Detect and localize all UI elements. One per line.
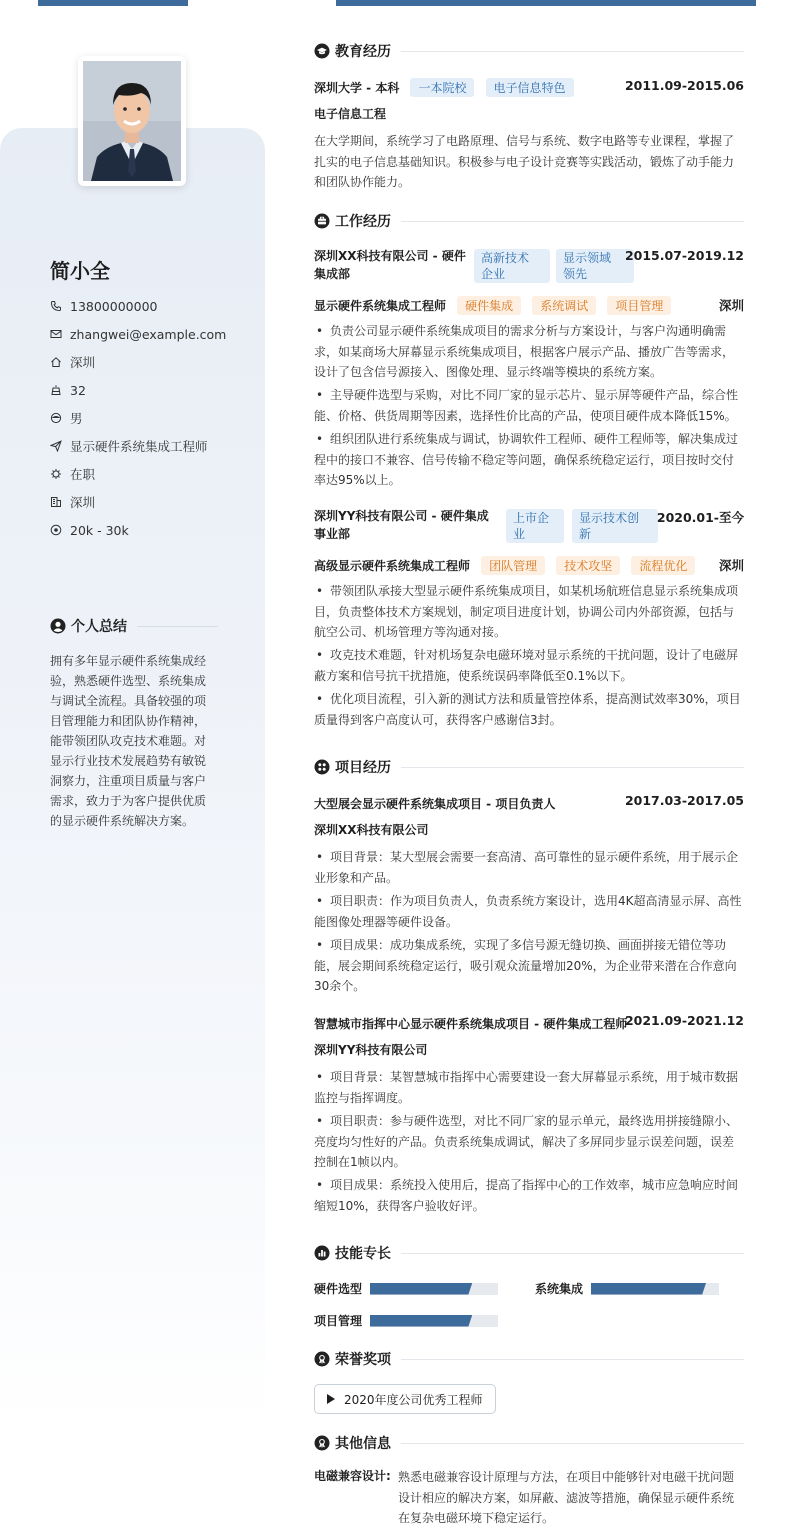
education-entry-header: [314, 77, 744, 97]
summary-line: 能带领团队攻克技术难题。对: [50, 734, 207, 748]
other-line: 在复杂电磁环境下稳定运行。: [398, 1511, 555, 1525]
bullet-line: 项目职责：参与硬件选型，对比不同厂家的显示单元，最终选用拼接缝隙小、: [330, 1114, 739, 1128]
job-tag-line: 新: [579, 527, 592, 541]
bullet-line: 亮度均匀性好的产品。负责系统集成调试，解决了多屏同步显示误差问题，误差: [314, 1134, 735, 1149]
salary-icon: [50, 524, 62, 536]
job-skill-tag: 硬件集成: [457, 296, 521, 315]
project-company: 深圳YY科技有限公司: [314, 1043, 428, 1057]
education-major: 电子信息工程: [314, 107, 387, 121]
award-item: [314, 1384, 496, 1414]
bullet-line: 能、价格、供货周期等因素，选择性价比高的产品，使项目硬件成本降低15%。: [314, 408, 737, 423]
job-company-line: 集成部: [314, 267, 351, 281]
bullet-line: 蔽方案和信号抗干扰措施，使系统误码率降低至0.1%以下。: [314, 668, 633, 683]
job-skill-tag: 项目管理: [607, 296, 671, 315]
job-bullet: • 攻克技术难题，针对机场复杂电磁环境对显示系统的干扰问题，设计了电磁屏 蔽方案和信号抗干扰措施，使系统误码率降低至0.1%以下。: [314, 645, 744, 686]
summary-title: 个人总结: [71, 619, 127, 635]
project-bullet: • 项目背景：某智慧城市指挥中心需要建设一套大屏幕显示系统，用于城市数据 监控与指挥调度。: [314, 1067, 744, 1108]
projects-heading: [314, 757, 744, 777]
contact-status-text: 在职: [70, 467, 96, 482]
status-icon: [50, 468, 62, 480]
summary-line: 目管理能力和团队协作精神，: [50, 714, 207, 728]
job-tag: [474, 249, 550, 283]
skill-name: 硬件选型: [314, 1282, 363, 1296]
skills-divider: [401, 1253, 744, 1254]
skill-bar-fill: [370, 1283, 472, 1295]
skills-heading: [314, 1243, 744, 1263]
contact-phone-text: 13800000000: [70, 298, 158, 314]
work-heading: [314, 211, 744, 231]
project-name: 大型展会显示硬件系统集成项目 - 项目负责人: [314, 797, 556, 811]
bullet-line: 航空公司、机场管理方等沟通对接。: [314, 625, 507, 639]
job-position-row: [314, 295, 744, 315]
job-bullet: • 优化项目流程，引入新的测试方法和质量管控体系，提高测试效率30%，项目 质量得到客户高度认可，获得客户感谢信3封。: [314, 689, 744, 730]
contact-phone: [50, 292, 226, 320]
job-position-row: [314, 555, 744, 575]
contact-age: [50, 376, 226, 404]
skill-name: 项目管理: [314, 1314, 363, 1328]
job-skill-tag: 系统调试: [532, 296, 596, 315]
summary-divider: [137, 626, 218, 627]
top-accent-bar-left: [38, 0, 188, 6]
job-skill-tag: 技术攻坚: [556, 556, 620, 575]
project-company: 深圳XX科技有限公司: [314, 823, 429, 837]
education-tag: 电子信息特色: [486, 78, 574, 97]
projects-title: 项目经历: [335, 760, 391, 776]
education-divider: [401, 51, 744, 52]
avatar: [83, 61, 181, 181]
contact-location-text: 深圳: [70, 355, 96, 370]
phone-icon: [50, 300, 62, 312]
contact-status: [50, 460, 226, 488]
age-icon: [50, 384, 62, 396]
mail-icon: [50, 328, 62, 340]
top-accent-bar-right: [336, 0, 756, 6]
bullet-line: 能图像处理器等硬件设备。: [314, 914, 459, 929]
bullet-line: 目，负责整体技术方案规划，制定项目进度计划，协调公司内外部资源，包括与: [314, 604, 735, 619]
contact-salary-text: 20k - 30k: [70, 522, 129, 538]
project-header: [314, 1013, 744, 1032]
bullet-line: 缩短10%，获得客户验收好评。: [314, 1198, 485, 1213]
job-tag-line: 显示领域: [563, 251, 612, 265]
job-tag: [556, 249, 634, 283]
bullet-line: 监控与指挥调度。: [314, 1090, 411, 1105]
job-tag-line: 上市企: [513, 511, 550, 525]
job-company: [314, 247, 469, 283]
education-line: 和团队协作能力。: [314, 175, 411, 189]
job-skill-tag: 团队管理: [481, 556, 545, 575]
job-header: [314, 247, 744, 287]
bullet-line: 30余个。: [314, 979, 366, 993]
job-tag-line: 高新技术: [481, 251, 530, 265]
job-company-line: 深圳YY科技有限公司 - 硬件集成: [314, 509, 489, 523]
bullet-line: 质量得到客户高度认可，获得客户感谢信3封。: [314, 712, 562, 727]
contact-gender-text: 男: [70, 411, 83, 426]
work-title: 工作经历: [335, 214, 391, 230]
skill-bar: [370, 1283, 498, 1295]
school-name: 深圳大学 - 本科: [314, 81, 400, 95]
education-description: [314, 131, 744, 193]
other-line: 设计相应的解决方案，如屏蔽、滤波等措施，确保显示硬件系统: [398, 1490, 735, 1505]
job-bullet: • 带领团队承接大型显示硬件系统集成项目，如某机场航班信息显示系统集成项 目，负责整体技术方案规划，制定项目进度计划，协调公司内外部资源，包括与 航空公司、机场管理方等沟通对接。: [314, 581, 744, 643]
bullet-line: 程中的接口不兼容、信号传输不稳定等问题，确保系统稳定运行，项目按时交付: [314, 452, 735, 467]
project-bullet: • 项目职责：参与硬件选型，对比不同厂家的显示单元，最终选用拼接缝隙小、 亮度均匀性好的产品。负责系统集成调试，解决了多屏同步显示误差问题，误差 控制在1帧以内。: [314, 1111, 744, 1173]
award-text: 2020年度公司优秀工程师: [344, 1392, 483, 1407]
education-tag: 一本院校: [410, 78, 474, 97]
contact-job-title-text: 显示硬件系统集成工程师: [70, 439, 208, 454]
awards-heading: [314, 1349, 744, 1369]
bullet-line: 率达95%以上。: [314, 473, 401, 487]
project-date: 2021.09-2021.12: [624, 1013, 744, 1028]
contact-list: [50, 292, 226, 544]
skill-item: [314, 1312, 498, 1329]
skills-title: 技能专长: [335, 1246, 391, 1262]
bar-chart-icon: [314, 1245, 330, 1261]
bullet-line: 攻克技术难题，针对机场复杂电磁环境对显示系统的干扰问题，设计了电磁屏: [330, 648, 739, 662]
job-skill-tag: 流程优化: [631, 556, 695, 575]
contact-work-city-text: 深圳: [70, 495, 96, 510]
summary-line: 拥有多年显示硬件系统集成经: [50, 654, 207, 668]
skill-item: [314, 1280, 498, 1297]
job-tag-line: 业: [513, 527, 526, 541]
other-divider: [401, 1443, 744, 1444]
job-tag-line: 显示技术创: [579, 511, 640, 525]
award-icon: [314, 1435, 330, 1451]
job-position: 高级显示硬件系统集成工程师: [314, 559, 471, 573]
bullet-line: 优化项目流程，引入新的测试方法和质量管控体系，提高测试效率30%，项目: [330, 692, 741, 706]
job-bullet: • 主导硬件选型与采购，对比不同厂家的显示芯片、显示屏等硬件产品，综合性 能、价格、供货周期等因素，选择性价比高的产品，使项目硬件成本降低15%。: [314, 385, 744, 426]
contact-job-title: [50, 432, 226, 460]
play-icon: [327, 1394, 335, 1404]
bullet-line: 求，如某商场大屏幕显示系统集成项目，根据客户展示产品、播放广告等需求，: [314, 344, 735, 359]
job-city: 深圳: [718, 558, 744, 573]
education-line: 在大学期间，系统学习了电路原理、信号与系统、数字电路等专业课程，掌握了: [314, 134, 735, 148]
contact-email-text: zhangwei@example.com: [70, 326, 227, 342]
bullet-line: 控制在1帧以内。: [314, 1155, 406, 1169]
bullet-line: 项目成果：成功集成系统，实现了多信号源无缝切换、画面拼接无错位等功: [330, 938, 727, 952]
graduation-cap-icon: [314, 43, 330, 59]
contact-email: [50, 320, 226, 348]
project-date: 2017.03-2017.05: [624, 793, 744, 808]
project-name: 智慧城市指挥中心显示硬件系统集成项目 - 硬件集成工程师: [314, 1017, 628, 1031]
award-icon: [314, 1351, 330, 1367]
bullet-line: 主导硬件选型与采购，对比不同厂家的显示芯片、显示屏等硬件产品，综合性: [330, 388, 739, 402]
other-label: 电磁兼容设计:: [314, 1469, 391, 1483]
awards-divider: [401, 1359, 744, 1360]
job-bullet: • 组织团队进行系统集成与调试，协调软件工程师、硬件工程师等，解决集成过 程中的接口不兼容、信号传输不稳定等问题，确保系统稳定运行，项目按时交付 率达95%以上。: [314, 429, 744, 491]
bullet-line: 带领团队承接大型显示硬件系统集成项目，如某机场航班信息显示系统集成项: [330, 584, 739, 598]
job-company-line: 事业部: [314, 527, 351, 541]
contact-work-city: [50, 488, 226, 516]
bullet-line: 业形象和产品。: [314, 870, 399, 885]
job-header: [314, 507, 744, 547]
work-divider: [401, 221, 744, 222]
bullet-line: 组织团队进行系统集成与调试，协调软件工程师、硬件工程师等，解决集成过: [330, 432, 739, 446]
skill-bar: [370, 1315, 498, 1327]
profile-photo: [78, 56, 186, 186]
education-heading: [314, 41, 744, 61]
job-position: 显示硬件系统集成工程师: [314, 299, 447, 313]
job-date: 2015.07-2019.12: [624, 248, 744, 263]
contact-location: [50, 348, 226, 376]
summary-line: 与调试全流程。具备较强的项: [50, 694, 207, 708]
skill-bar-fill: [591, 1283, 706, 1295]
other-heading: [314, 1433, 744, 1453]
projects-divider: [401, 767, 744, 768]
grid-icon: [314, 759, 330, 775]
building-icon: [50, 496, 62, 508]
education-line: 扎实的电子信息基础知识。积极参与电子设计竞赛等实践活动，锻炼了动手能力: [314, 154, 735, 169]
bullet-line: 项目职责：作为项目负责人，负责系统方案设计，选用4K超高清显示屏、高性: [330, 894, 742, 908]
summary-line: 需求，致力于为客户提供优质: [50, 794, 207, 808]
project-bullet: • 项目职责：作为项目负责人，负责系统方案设计，选用4K超高清显示屏、高性 能图像处理器等硬件设备。: [314, 891, 744, 932]
job-company: [314, 507, 499, 543]
summary-text: [50, 651, 215, 831]
bullet-line: 设计了包含信号源接入、图像处理、显示终端等模块的系统方案。: [314, 365, 663, 379]
send-icon: [50, 440, 62, 452]
contact-age-text: 32: [70, 382, 86, 398]
job-date: 2020.01-至今: [656, 510, 744, 525]
job-city: 深圳: [718, 298, 744, 313]
contact-gender: [50, 404, 226, 432]
project-bullet: • 项目成果：成功集成系统，实现了多信号源无缝切换、画面拼接无错位等功 能，展会期间系统稳定运行，吸引观众流量增加20%，为企业带来潜在合作意向 30余个。: [314, 935, 744, 997]
summary-line: 显示行业技术发展趋势有敏锐: [50, 754, 207, 768]
briefcase-icon: [314, 213, 330, 229]
contact-salary: [50, 516, 226, 544]
job-tag-line: 领先: [563, 267, 588, 281]
summary-line: 验，熟悉硬件选型、系统集成: [50, 674, 207, 688]
other-title: 其他信息: [335, 1436, 391, 1452]
skill-name: 系统集成: [535, 1282, 584, 1296]
project-header: [314, 793, 744, 812]
education-title: 教育经历: [335, 44, 391, 60]
summary-line: 的显示硬件系统解决方案。: [50, 814, 195, 828]
job-tag-line: 企业: [481, 267, 506, 281]
job-tag: [506, 509, 564, 543]
other-line: 熟悉电磁兼容设计原理与方法，在项目中能够针对电磁干扰问题: [398, 1470, 735, 1484]
bullet-line: 负责公司显示硬件系统集成项目的需求分析与方案设计，与客户沟通明确需: [330, 324, 727, 338]
job-bullet: • 负责公司显示硬件系统集成项目的需求分析与方案设计，与客户沟通明确需 求，如某商场大屏幕显示系统集成项目，根据客户展示产品、播放广告等需求， 设计了包含信号源接入、图像处理、显示终端等模块的系统方案。: [314, 321, 744, 383]
education-date: 2011.09-2015.06: [624, 78, 744, 93]
job-company-line: 深圳XX科技有限公司 - 硬件: [314, 249, 466, 263]
job-tag: [572, 509, 658, 543]
project-bullet: • 项目成果：系统投入使用后，提高了指挥中心的工作效率，城市应急响应时间 缩短10%，获得客户验收好评。: [314, 1175, 744, 1216]
bullet-line: 能，展会期间系统稳定运行，吸引观众流量增加20%，为企业带来潜在合作意向: [314, 958, 737, 973]
awards-title: 荣誉奖项: [335, 1352, 391, 1368]
home-icon: [50, 356, 62, 368]
bullet-line: 项目背景：某智慧城市指挥中心需要建设一套大屏幕显示系统，用于城市数据: [330, 1070, 739, 1084]
other-text: [398, 1467, 744, 1528]
skill-bar-fill: [370, 1315, 472, 1327]
summary-heading: [50, 616, 218, 636]
user-circle-icon: [50, 618, 66, 634]
skill-item: [535, 1280, 719, 1297]
candidate-name: 简小全: [50, 259, 110, 283]
project-bullet: • 项目背景：某大型展会需要一套高清、高可靠性的显示硬件系统，用于展示企 业形象和产品。: [314, 847, 744, 888]
skill-bar: [591, 1283, 719, 1295]
bullet-line: 项目成果：系统投入使用后，提高了指挥中心的工作效率，城市应急响应时间: [330, 1178, 739, 1192]
gender-icon: [50, 412, 62, 424]
bullet-line: 项目背景：某大型展会需要一套高清、高可靠性的显示硬件系统，用于展示企: [330, 850, 739, 864]
summary-line: 洞察力，注重项目质量与客户: [50, 774, 207, 788]
